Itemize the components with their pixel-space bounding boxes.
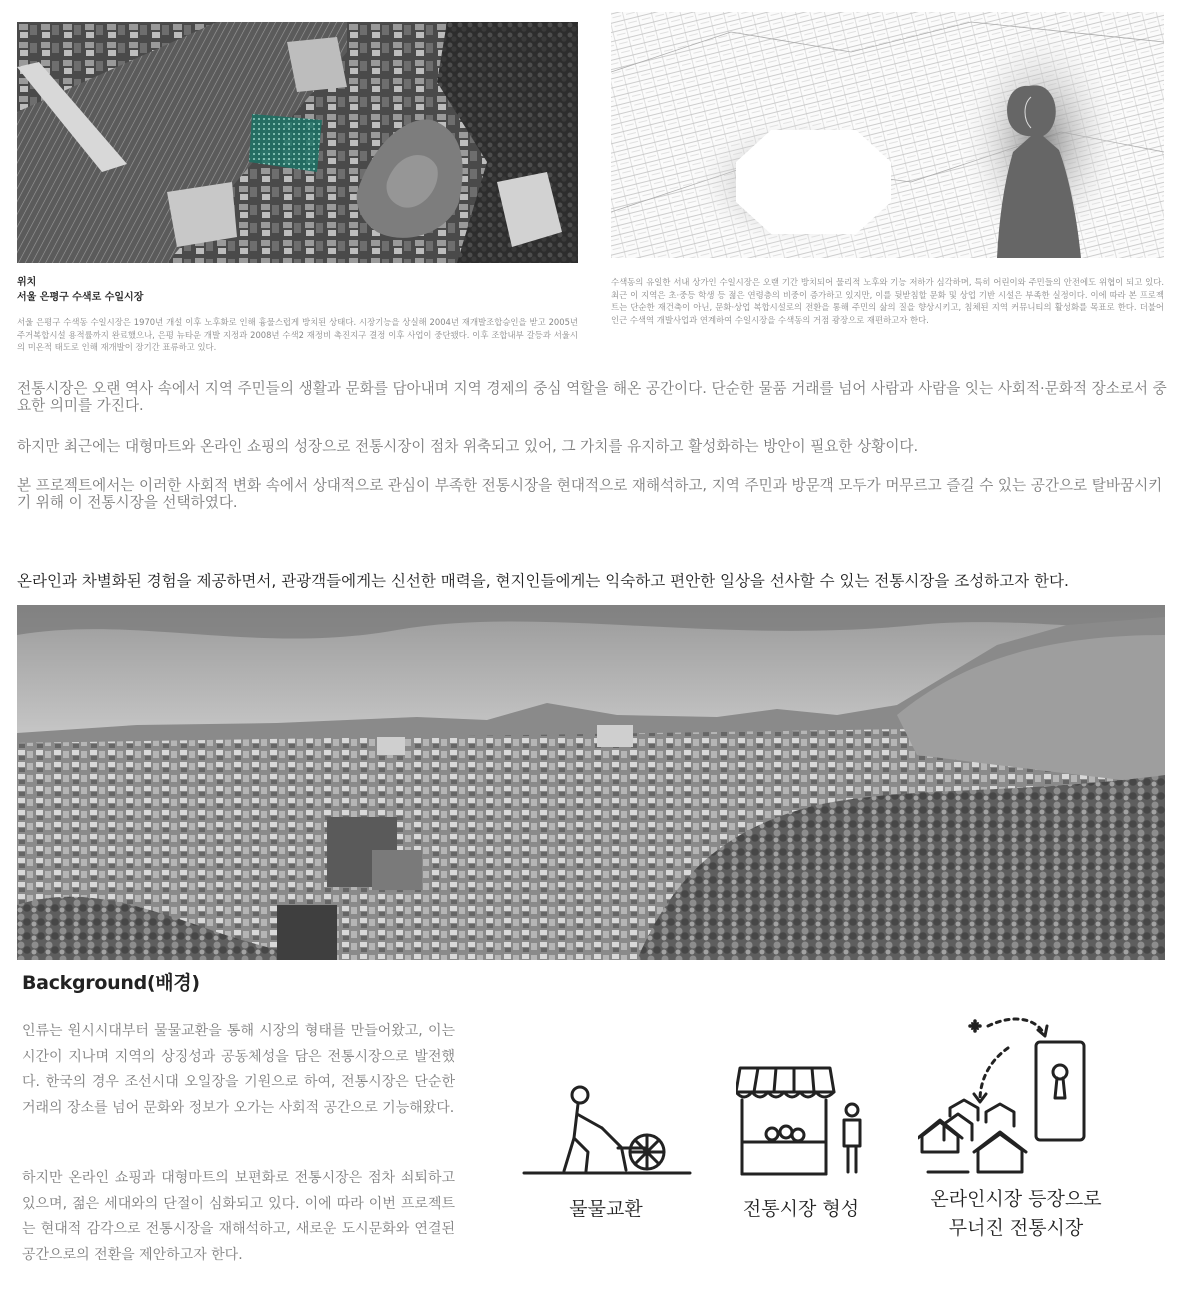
online-market-icon xyxy=(918,1012,1096,1182)
market-stall-icon xyxy=(736,1062,866,1180)
sketch-description: 수색동의 유일한 서내 상가인 수일시장은 오랜 기간 방치되어 물리적 노후와 기능 저하가 심각하며, 특히 어린이와 주민들의 안전에도 위협이 되고 있다. 최근 이 지역은 초·중등 학생 등 젊은 연령층의 비중이 증가하고 있지만, 이를 뒷받침할 문화 및 상업 기반 시설은 부족한 실정이다. 이에 따라 본 프로젝트는 단순한 재건축이 아닌, 문화·상업 복합시설로의 전환을 통해 주민의 삶의 질을 향상시키고, 침체된 지역 커뮤니티의 활성화를 목표로 한다. 더불어 인근 수색역 개발사업과 연계하여 수일시장을 수색동의 거점 광장으로 재편하고자 한다. xyxy=(611,277,1164,325)
stage-label-barter: 물물교환 xyxy=(569,1198,643,1220)
stage-label-market-formation: 전통시장 형성 xyxy=(742,1198,860,1220)
intro-paragraph-3: 본 프로젝트에서는 이러한 사회적 변화 속에서 상대적으로 관심이 부족한 전통시장을 현대적으로 재해석하고, 지역 주민과 방문객 모두가 머무르고 즐길 수 있는 공간으로 탈바꿈시키기 위해 이 전통시장을 선택하였다. xyxy=(17,477,1163,511)
stage-label-online-decline-line1: 온라인시장 등장으로 xyxy=(930,1188,1102,1210)
background-paragraph-1: 인류는 원시시대부터 물물교환을 통해 시장의 형태를 만들어왔고, 이는 시간이 지나며 지역의 상징성과 공동체성을 담은 전통시장으로 발전했다. 한국의 경우 조선시대 오일장을 기원으로 하여, 전통시장은 단순한 거래의 장소를 넘어 문화와 정보가 오가는 사회적 공간으로 기능해왔다. xyxy=(22,1023,455,1116)
location-description: 서울 은평구 수색동 수일시장은 1970년 개설 이후 노후화로 인해 흉물스럽게 방치된 상태다. 시장기능을 상실해 2004년 재개발조합승인을 받고 2005년 주거복합시설 용적률까지 완료했으나, 은평 뉴타운 개발 지정과 2008년 수색2 재정비 촉진지구 결정 이후 사업이 중단됐다. 이후 조합내부 갈등과 서울시의 미온적 태도로 인해 재개발이 장기간 표류하고 있다. xyxy=(17,317,578,352)
background-heading: Background(배경) xyxy=(22,972,200,994)
background-paragraph-2: 하지만 온라인 쇼핑과 대형마트의 보편화로 전통시장은 점차 쇠퇴하고 있으며, 젊은 세대와의 단절이 심화되고 있다. 이에 따라 이번 프로젝트는 현대적 감각으로 전통시장을 재해석하고, 새로운 도시문화와 연결된 공간으로의 전환을 제안하고자 한다. xyxy=(22,1170,455,1263)
stage-label-online-decline-line2: 무너진 전통시장 xyxy=(948,1217,1084,1239)
aerial-site-photo xyxy=(17,22,578,263)
tagline: 온라인과 차별화된 경험을 제공하면서, 관광객들에게는 신선한 매력을, 현지인들에게는 익숙하고 편안한 일상을 선사할 수 있는 전통시장을 조성하고자 한다. xyxy=(17,572,1069,590)
intro-paragraph-1: 전통시장은 오랜 역사 속에서 지역 주민들의 생활과 문화를 담아내며 지역 경제의 중심 역할을 해온 공간이다. 단순한 물품 거래를 넘어 사람과 사람을 잇는 사회적·문화적 장소로서 중요한 의미를 가진다. xyxy=(17,380,1167,414)
street-sketch-illustration xyxy=(611,12,1164,258)
intro-paragraph-2: 하지만 최근에는 대형마트와 온라인 쇼핑의 성장으로 전통시장이 점차 위축되고 있어, 그 가치를 유지하고 활성화하는 방안이 필요한 상황이다. xyxy=(17,438,919,455)
location-address: 서울 은평구 수색로 수일시장 xyxy=(17,292,144,303)
panorama-photo xyxy=(17,605,1165,960)
barter-cart-icon xyxy=(522,1080,692,1180)
location-label: 위치 xyxy=(17,277,37,288)
